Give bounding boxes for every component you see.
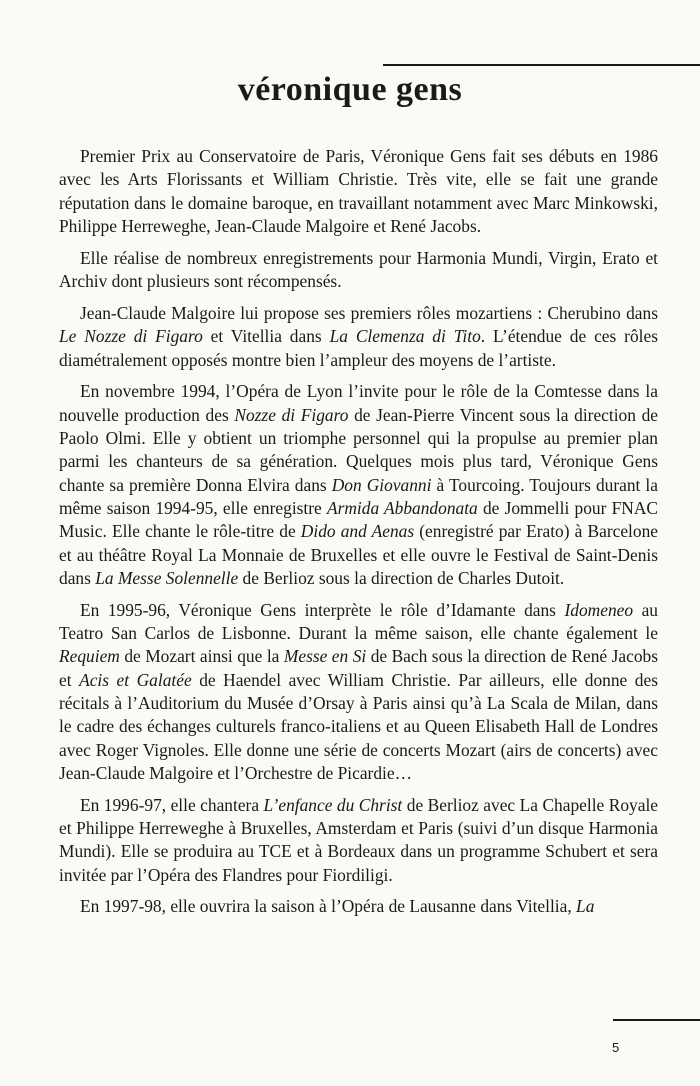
text-run: de Jean-Pierre Vincent sous la direction de Paolo Olmi. Elle y obtient un triomphe personnel qui la propulse au premier plan parmi les chanteurs de sa génération. Quelques mois plus tard, Véronique Gens chante sa première Donna Elvira dans bbox=[59, 404, 659, 495]
italic-title: Nozze di Figaro bbox=[234, 404, 349, 425]
text-run: au Teatro San Carlos de Lisbonne. Durant la même saison, elle chante également le bbox=[59, 599, 659, 644]
paragraph bbox=[59, 895, 658, 918]
text-run: et Vitellia dans bbox=[202, 326, 330, 347]
paragraph bbox=[59, 380, 658, 590]
italic-title: Le Nozze di Figaro bbox=[59, 326, 203, 347]
paragraph bbox=[59, 599, 658, 785]
paragraph bbox=[59, 247, 658, 294]
text-run: Elle réalise de nombreux enregistrements pour Harmonia Mundi, Virgin, Erato et Archiv dont plusieurs sont récompensés. bbox=[59, 247, 658, 292]
text-run: En 1996-97, elle chantera bbox=[80, 794, 264, 815]
italic-title: Acis et Galatée bbox=[79, 669, 192, 690]
text-run: de Jommelli pour FNAC Music. Elle chante le rôle-titre de bbox=[59, 497, 658, 542]
italic-title: La Clemenza di Tito bbox=[329, 326, 481, 347]
text-run: de Bach sous la direction de René Jacobs et bbox=[59, 646, 658, 690]
text-run: de Haendel avec William Christie. Par ailleurs, elle donne des récitals à l’Auditorium du Musée d’Orsay à Paris ainsi qu’à La Scala de Milan, dans le cadre des échanges culturels franco-italiens et au Queen Elisabeth Hall de Londres avec Roger Vignoles. Elle donne une série de concerts Mozart (airs de concerts) avec Jean-Claude Malgoire et l’Orchestre de Picardie… bbox=[59, 669, 658, 783]
page-number: 5 bbox=[612, 1040, 620, 1055]
text-run: de Berlioz sous la direction de Charles Dutoit. bbox=[238, 567, 565, 588]
text-run: Jean-Claude Malgoire lui propose ses premiers rôles mozartiens : Cherubino dans bbox=[80, 302, 658, 323]
bottom-rule bbox=[613, 1019, 700, 1021]
text-run: (enregistré par Erato) à Barcelone et au théâtre Royal La Monnaie de Bruxelles et elle ouvre le Festival de Saint-Denis dans bbox=[59, 521, 658, 588]
italic-title: La Messe Solennelle bbox=[95, 567, 239, 588]
text-run: En 1997-98, elle ouvrira la saison à l’Opéra de Lausanne dans Vitellia, bbox=[80, 896, 577, 917]
text-run: de Mozart ainsi que la bbox=[119, 646, 284, 667]
paragraph bbox=[59, 794, 658, 887]
italic-title: Armida Abbandonata bbox=[326, 497, 478, 518]
text-run: En novembre 1994, l’Opéra de Lyon l’invite pour le rôle de la Comtesse dans la nouvelle production des bbox=[59, 381, 658, 425]
italic-title: Idomeneo bbox=[564, 599, 634, 620]
italic-title: Requiem bbox=[59, 646, 120, 667]
text-run: à Tourcoing. Toujours durant la même saison 1994-95, elle enregistre bbox=[59, 474, 658, 518]
italic-title: L’enfance du Christ bbox=[263, 794, 403, 815]
italic-title: Dido and Aenas bbox=[300, 521, 415, 542]
text-run: . L’étendue de ces rôles diamétralement opposés montre bien l’ampleur des moyens de l’artiste. bbox=[59, 326, 658, 370]
italic-title: Don Giovanni bbox=[331, 474, 432, 495]
page-title: véronique gens bbox=[237, 71, 463, 108]
body-text bbox=[59, 145, 658, 919]
italic-title: Messe en Si bbox=[283, 646, 367, 667]
italic-title: La bbox=[576, 896, 595, 917]
paragraph bbox=[59, 145, 658, 238]
text-run: de Berlioz avec La Chapelle Royale et Philippe Herreweghe à Bruxelles, Amsterdam et Paris (suivi d’un disque Harmonia Mundi). Elle se produira au TCE et à Bordeaux dans un programme Schubert et sera invitée par l’Opéra des Flandres pour Fiordiligi. bbox=[59, 794, 658, 885]
paragraph bbox=[59, 302, 658, 372]
text-run: Premier Prix au Conservatoire de Paris, Véronique Gens fait ses débuts en 1986 avec les Arts Florissants et William Christie. Très vite, elle se fait une grande réputation dans le domaine baroque, en travaillant notamment avec Marc Minkowski, Philippe Herreweghe, Jean-Claude Malgoire et René Jacobs. bbox=[59, 146, 658, 236]
text-run: En 1995-96, Véronique Gens interprète le rôle d’Idamante dans bbox=[80, 599, 565, 620]
